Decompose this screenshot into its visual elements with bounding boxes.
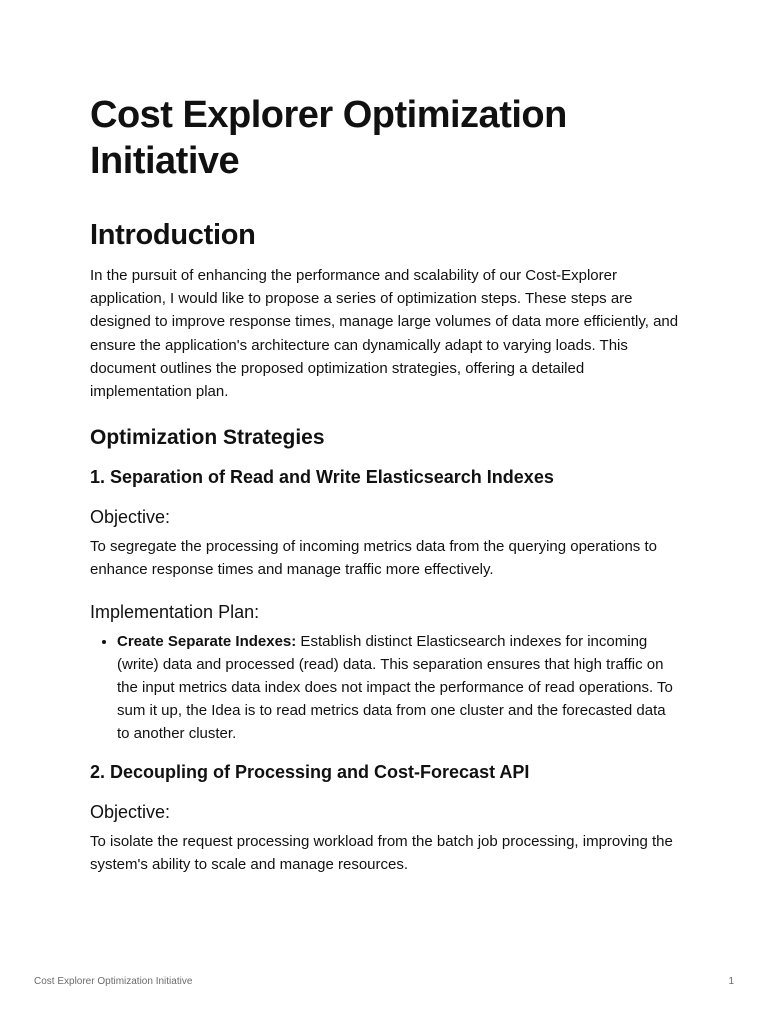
bullet-bold-label: Create Separate Indexes: xyxy=(117,632,297,650)
document-title: Cost Explorer Optimization Initiative xyxy=(90,94,567,182)
bullet-text: Establish distinct Elasticsearch indexes for incoming (write) data and processed (read) data. This separation ensures that high traffic on the input metrics data index does not impact the performance of read operations. To sum it up, the Idea is to read metrics data from one cluster and the forecasted data to another cluster. xyxy=(117,632,673,743)
introduction-heading: Introduction xyxy=(90,219,256,251)
strategy-1-plan-list xyxy=(90,630,680,746)
strategy-1 xyxy=(90,465,680,745)
document-page xyxy=(90,92,680,894)
strategy-2 xyxy=(90,760,680,876)
introduction-paragraph: In the pursuit of enhancing the performance and scalability of our Cost-Explorer application, I would like to propose a series of optimization steps. These steps are designed to improve response times, manage large volumes of data more efficiently, and ensure the application's architecture can dynamically adapt to varying loads. This document outlines the proposed optimization strategies, offering a detailed implementation plan. xyxy=(90,267,679,401)
strategy-1-objective-text: To segregate the processing of incoming metrics data from the querying operations to enhance response times and manage traffic more effectively. xyxy=(90,538,657,579)
strategy-2-heading: 2. Decoupling of Processing and Cost-Forecast API xyxy=(90,761,530,782)
list-item xyxy=(117,630,680,746)
strategy-1-objective-label: Objective: xyxy=(90,507,171,528)
strategy-1-heading: 1. Separation of Read and Write Elasticsearch Indexes xyxy=(90,467,554,488)
page-footer xyxy=(34,976,734,987)
strategy-1-plan-label: Implementation Plan: xyxy=(90,601,260,622)
strategy-2-objective-label: Objective: xyxy=(90,801,171,822)
footer-title: Cost Explorer Optimization Initiative xyxy=(34,976,193,987)
strategies-heading: Optimization Strategies xyxy=(90,426,325,450)
strategy-2-objective-text: To isolate the request processing workload from the batch job processing, improving the system's ability to scale and manage resources. xyxy=(90,832,673,873)
page-number: 1 xyxy=(728,976,734,987)
